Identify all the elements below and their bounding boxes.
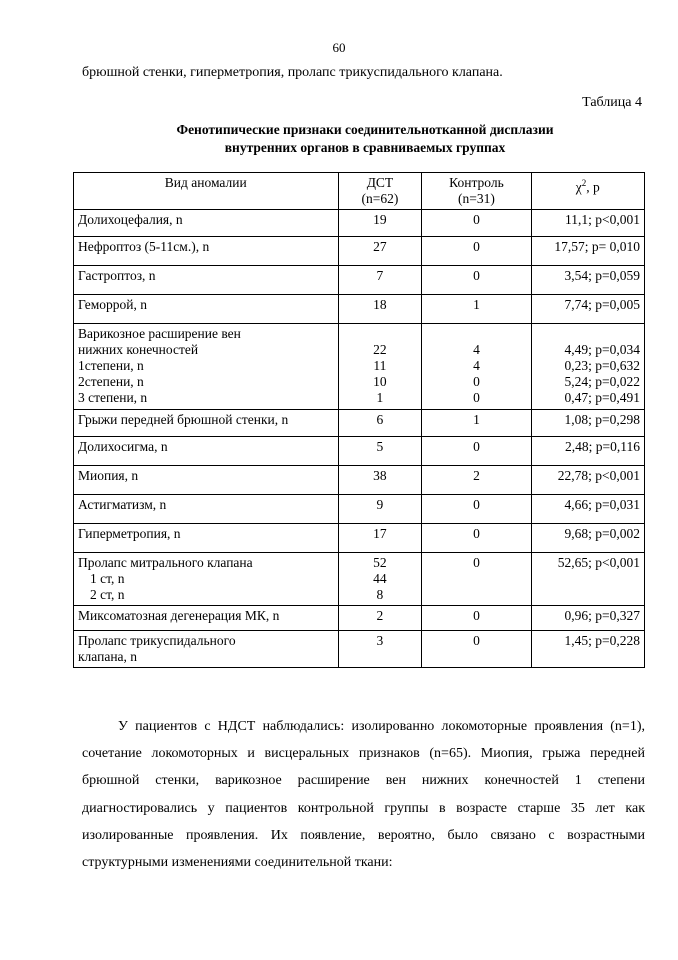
cell-anomaly xyxy=(74,466,339,495)
cell-dst-line: 52 xyxy=(373,555,387,570)
paragraph-text: У пациентов с НДСТ наблюдались: изолированно локомоторные проявления (n=1), сочетание локомоторных и висцеральных признаков (n=65). Миопия, грыжа передней брюшной стенки, варикозное расширение вен нижних конечностей 1 степени диагностировались у пациентов контрольной группы в возрасте старше 35 лет как изолированные проявления. Их появление, вероятно, было связано с возрастными структурными изменениями соединительной ткани: xyxy=(82,719,645,871)
cell-chi-p-line: 4,66; p=0,031 xyxy=(564,497,640,512)
header-anomaly-type: Вид аномалии xyxy=(74,173,339,210)
cell-chi-p-line: 1,45; p=0,228 xyxy=(564,633,640,648)
cell-chi-p-line: 0,47; p=0,491 xyxy=(564,390,640,405)
cell-anomaly-line: Долихоцефалия, n xyxy=(78,212,183,227)
cell-control xyxy=(422,466,531,495)
cell-dst xyxy=(338,466,422,495)
table-row xyxy=(74,266,645,295)
cell-anomaly xyxy=(74,631,339,668)
cell-chi-p-line: 17,57; p= 0,010 xyxy=(554,239,640,254)
cell-control xyxy=(422,553,531,606)
cell-chi-p-line: 5,24; p=0,022 xyxy=(564,374,640,389)
cell-chi-p xyxy=(531,295,644,324)
header-control-count: (n=31) xyxy=(458,191,495,206)
table-row xyxy=(74,606,645,631)
cell-dst-line: 19 xyxy=(373,212,387,227)
cell-control xyxy=(422,437,531,466)
cell-dst-line: 8 xyxy=(376,587,384,602)
cell-anomaly xyxy=(74,237,339,266)
cell-chi-p xyxy=(531,237,644,266)
cell-dst xyxy=(338,266,422,295)
table-row xyxy=(74,524,645,553)
cell-dst-line: 6 xyxy=(376,412,384,427)
cell-chi-p-line: 1,08; p=0,298 xyxy=(564,412,640,427)
body-paragraph xyxy=(82,713,645,876)
cell-chi-p-line: 11,1; p<0,001 xyxy=(565,212,640,227)
cell-anomaly-line: Пролапс митрального клапана xyxy=(78,555,253,570)
cell-control-line: 4 xyxy=(473,358,480,373)
cell-control xyxy=(422,266,531,295)
cell-control-line: 0 xyxy=(473,374,480,389)
cell-control-line: 2 xyxy=(473,468,480,483)
table-row xyxy=(74,466,645,495)
header-dst-label: ДСТ xyxy=(366,175,394,190)
cell-chi-p xyxy=(531,437,644,466)
cell-chi-p xyxy=(531,495,644,524)
cell-anomaly-line: Миксоматозная дегенерация МК, n xyxy=(78,608,280,623)
cell-anomaly xyxy=(74,410,339,437)
cell-anomaly-line: Пролапс трикуспидального xyxy=(78,633,236,648)
cell-chi-p xyxy=(531,324,644,410)
cell-control-line: 1 xyxy=(473,297,480,312)
cell-control xyxy=(422,606,531,631)
cell-anomaly-line: клапана, n xyxy=(78,649,138,664)
cell-anomaly-line: Астигматизм, n xyxy=(78,497,167,512)
cell-anomaly-line: 3 степени, n xyxy=(78,390,148,405)
cell-chi-p xyxy=(531,524,644,553)
cell-dst xyxy=(338,210,422,237)
cell-dst-line xyxy=(343,326,418,342)
cell-dst-line: 1 xyxy=(376,390,384,405)
cell-control-line: 0 xyxy=(473,390,480,405)
cell-chi-p-line: 22,78; p<0,001 xyxy=(557,468,640,483)
cell-anomaly-line: 1степени, n xyxy=(78,358,144,373)
cell-dst xyxy=(338,524,422,553)
cell-anomaly xyxy=(74,295,339,324)
cell-dst xyxy=(338,410,422,437)
cell-dst-line: 10 xyxy=(373,374,387,389)
cell-control-line: 0 xyxy=(473,526,480,541)
cell-anomaly-line: 1 ст, n xyxy=(90,571,125,586)
header-dst xyxy=(338,173,422,210)
cell-dst xyxy=(338,324,422,410)
cell-anomaly xyxy=(74,324,339,410)
table-title xyxy=(60,121,670,157)
cell-control-line: 1 xyxy=(473,412,480,427)
cell-anomaly-line: Варикозное расширение вен xyxy=(78,326,241,341)
cell-anomaly xyxy=(74,524,339,553)
cell-dst-line: 22 xyxy=(373,342,387,357)
table-row xyxy=(74,237,645,266)
cell-dst-line: 38 xyxy=(373,468,387,483)
cell-control-line: 0 xyxy=(473,439,480,454)
cell-anomaly xyxy=(74,495,339,524)
header-chi-symbol: χ xyxy=(575,179,582,195)
cell-anomaly xyxy=(74,437,339,466)
cell-dst-line: 27 xyxy=(373,239,387,254)
cell-control xyxy=(422,237,531,266)
table-row xyxy=(74,410,645,437)
cell-chi-p-line: 0,23; p=0,632 xyxy=(564,358,640,373)
table-number: Таблица 4 xyxy=(582,95,642,110)
anomalies-table xyxy=(73,172,645,668)
cell-dst-line: 11 xyxy=(373,358,387,373)
cell-dst-line: 18 xyxy=(373,297,387,312)
cell-anomaly-line: 2степени, n xyxy=(78,374,144,389)
cell-dst-line: 2 xyxy=(376,608,384,623)
cell-chi-p xyxy=(531,466,644,495)
intro-line: брюшной стенки, гиперметропия, пролапс трикуспидального клапана. xyxy=(82,65,503,80)
cell-anomaly-line: Миопия, n xyxy=(78,468,139,483)
cell-control xyxy=(422,410,531,437)
cell-chi-p-line: 9,68; p=0,002 xyxy=(564,526,640,541)
table-title-line: Фенотипические признаки соединительнотканной дисплазии xyxy=(176,122,554,137)
cell-chi-p xyxy=(531,606,644,631)
table-row xyxy=(74,437,645,466)
cell-control-line: 0 xyxy=(473,555,480,570)
cell-anomaly-line: Геморрой, n xyxy=(78,297,148,312)
cell-control-line: 0 xyxy=(473,212,480,227)
cell-dst-line: 17 xyxy=(373,526,387,541)
cell-anomaly-line: Гастроптоз, n xyxy=(78,268,156,283)
cell-chi-p-line: 7,74; p=0,005 xyxy=(564,297,640,312)
cell-chi-p xyxy=(531,410,644,437)
cell-control xyxy=(422,210,531,237)
header-chi-suffix: , p xyxy=(586,179,600,195)
cell-dst-line: 44 xyxy=(373,571,387,586)
cell-control xyxy=(422,495,531,524)
header-control-label: Контроль xyxy=(449,175,504,190)
cell-dst xyxy=(338,606,422,631)
cell-dst-line: 7 xyxy=(376,268,384,283)
table-row xyxy=(74,295,645,324)
cell-dst xyxy=(338,495,422,524)
cell-anomaly-line: Нефроптоз (5-11см.), n xyxy=(78,239,210,254)
cell-control-line: 0 xyxy=(473,239,480,254)
cell-chi-p-line: 0,96; p=0,327 xyxy=(564,608,640,623)
cell-dst xyxy=(338,631,422,668)
header-chi-square xyxy=(531,173,644,210)
cell-chi-p-line: 3,54; p=0,059 xyxy=(564,268,640,283)
cell-dst-line: 3 xyxy=(376,633,384,648)
header-control xyxy=(422,173,531,210)
cell-control-line xyxy=(426,326,526,342)
cell-control xyxy=(422,631,531,668)
cell-anomaly xyxy=(74,606,339,631)
cell-dst-line: 9 xyxy=(376,497,384,512)
cell-control-line: 4 xyxy=(473,342,480,357)
cell-dst xyxy=(338,437,422,466)
cell-control xyxy=(422,295,531,324)
cell-dst-line: 5 xyxy=(376,439,384,454)
table-row xyxy=(74,553,645,606)
cell-control-line: 0 xyxy=(473,608,480,623)
cell-chi-p-line: 52,65; p<0,001 xyxy=(557,555,640,570)
cell-chi-p-line xyxy=(536,326,640,342)
cell-anomaly-line: Долихосигма, n xyxy=(78,439,168,454)
table-row xyxy=(74,210,645,237)
table-row xyxy=(74,495,645,524)
cell-anomaly-line: Гиперметропия, n xyxy=(78,526,181,541)
cell-dst xyxy=(338,553,422,606)
header-chi-sup: 2 xyxy=(581,178,587,188)
cell-chi-p xyxy=(531,631,644,668)
table-header-row xyxy=(74,173,645,210)
table-title-line: внутренних органов в сравниваемых группах xyxy=(224,140,506,155)
cell-control-line: 0 xyxy=(473,268,480,283)
cell-anomaly xyxy=(74,266,339,295)
cell-anomaly xyxy=(74,553,339,606)
cell-anomaly-line: нижних конечностей xyxy=(78,342,199,357)
table-row xyxy=(74,324,645,410)
cell-anomaly-line: 2 ст, n xyxy=(90,587,125,602)
cell-dst xyxy=(338,237,422,266)
cell-dst xyxy=(338,295,422,324)
cell-control-line: 0 xyxy=(473,497,480,512)
cell-anomaly xyxy=(74,210,339,237)
cell-chi-p xyxy=(531,553,644,606)
cell-chi-p-line: 2,48; p=0,116 xyxy=(565,439,640,454)
cell-control xyxy=(422,324,531,410)
page-number: 60 xyxy=(332,40,346,55)
cell-chi-p-line: 4,49; p=0,034 xyxy=(564,342,640,357)
cell-chi-p xyxy=(531,210,644,237)
header-dst-count: (n=62) xyxy=(361,191,399,206)
cell-control xyxy=(422,524,531,553)
cell-control-line: 0 xyxy=(473,633,480,648)
table-row xyxy=(74,631,645,668)
cell-chi-p xyxy=(531,266,644,295)
cell-anomaly-line: Грыжи передней брюшной стенки, n xyxy=(78,412,289,427)
